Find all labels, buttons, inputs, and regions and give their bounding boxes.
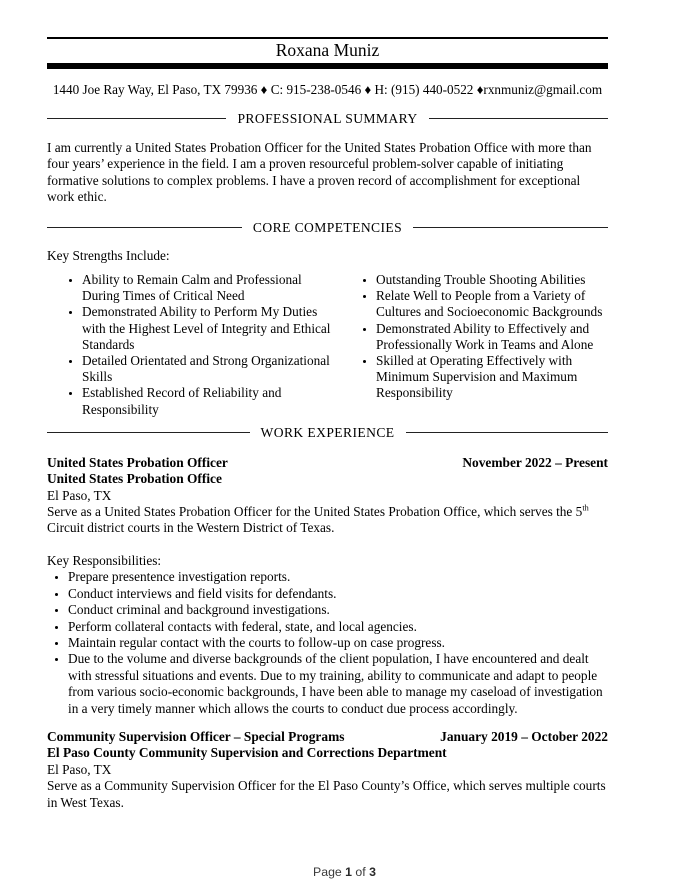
list-item: • Detailed Orientated and Strong Organizational Skills <box>82 353 342 385</box>
list-item: • Conduct criminal and background investigations. <box>68 602 608 618</box>
job-employer: El Paso County Community Supervision and Corrections Department <box>47 745 447 761</box>
job-title: United States Probation Officer <box>47 454 228 470</box>
job-description: Serve as a Community Supervision Officer for the El Paso County’s Office, which serves multiple courts in West Texas. <box>47 778 606 810</box>
competencies-right-list <box>356 272 608 418</box>
of-label: of <box>352 865 370 879</box>
list-item: • Ability to Remain Calm and Professional During Times of Critical Need <box>82 272 342 304</box>
job-description <box>47 504 608 537</box>
ordinal-superscript: th <box>582 503 589 513</box>
section-title: WORK EXPERIENCE <box>260 424 395 440</box>
responsibilities-list <box>47 569 608 717</box>
page-label: Page <box>313 865 346 879</box>
resume-page <box>0 37 689 894</box>
section-rule-right <box>406 432 609 433</box>
competencies-left-list <box>47 272 356 418</box>
list-item: • Conduct interviews and field visits for defendants. <box>68 586 608 602</box>
list-item: • Maintain regular contact with the courts to follow-up on case progress. <box>68 635 608 651</box>
job-employer: United States Probation Office <box>47 471 222 487</box>
section-rule-left <box>47 432 250 433</box>
page-number-footer <box>0 865 689 880</box>
section-rule-left <box>47 227 242 228</box>
list-item: • Prepare presentence investigation reports. <box>68 569 608 585</box>
job-title-row <box>47 729 608 745</box>
section-rule-right <box>429 118 608 119</box>
list-item: • Skilled at Operating Effectively with Minimum Supervision and Maximum Responsibility <box>376 353 608 402</box>
section-header-work-experience <box>47 424 608 441</box>
section-header-core-competencies <box>47 219 608 236</box>
section-title: CORE COMPETENCIES <box>252 219 403 235</box>
list-item: • Demonstrated Ability to Perform My Duties with the Highest Level of Integrity and Ethical Standards <box>82 304 342 353</box>
section-rule-right <box>413 227 608 228</box>
header-divider-bar <box>47 63 608 69</box>
job-title: Community Supervision Officer – Special Programs <box>47 728 345 744</box>
job-location: El Paso, TX <box>47 761 112 777</box>
job-dates: January 2019 – October 2022 <box>440 728 608 744</box>
job-entry <box>47 455 608 717</box>
key-strengths-label: Key Strengths Include: <box>47 247 170 263</box>
responsibilities-label: Key Responsibilities: <box>47 552 162 568</box>
job-entry <box>47 729 608 811</box>
section-header-professional-summary <box>47 110 608 127</box>
list-item: • Perform collateral contacts with federal, state, and local agencies. <box>68 619 608 635</box>
job-description-text: Circuit district courts in the Western District of Texas. <box>47 520 335 536</box>
page-title: Roxana Muniz <box>275 40 380 60</box>
total-page-count: 3 <box>369 865 376 879</box>
current-page-number: 1 <box>345 865 353 879</box>
professional-summary-text: I am currently a United States Probation Officer for the United States Probation Office with more than four years’ experience in the field. I am a proven resourceful problem-solver capable of initiating formative solutions to complex problems. I have a proven record of accomplishment for exceptional work ethic. <box>47 140 592 205</box>
job-description-text: Serve as a United States Probation Officer for the United States Probation Office, which serves the 5 <box>47 504 583 520</box>
job-title-row <box>47 455 608 471</box>
list-item: • Demonstrated Ability to Effectively and Professionally Work in Teams and Alone <box>376 321 608 353</box>
list-item: • Relate Well to People from a Variety of Cultures and Socioeconomic Backgrounds <box>376 288 608 320</box>
list-item: • Outstanding Trouble Shooting Abilities <box>376 272 608 288</box>
competencies-columns <box>47 272 608 418</box>
list-item: • Due to the volume and diverse backgrounds of the client population, I have encountered and dealt with stressful situations and events. Due to my training, ability to communicate and adapt to people from various socio-economic backgrounds, I have been able to manage my caseload of investigation in a very timely manner which allows the courts to conduct due process accordingly. <box>68 651 608 717</box>
section-title: PROFESSIONAL SUMMARY <box>237 111 418 126</box>
job-dates: November 2022 – Present <box>462 454 608 470</box>
list-item: • Established Record of Reliability and Responsibility <box>82 385 342 417</box>
job-location: El Paso, TX <box>47 487 112 503</box>
section-rule-left <box>47 118 226 119</box>
contact-line: 1440 Joe Ray Way, El Paso, TX 79936 ♦ C: 915-238-0546 ♦ H: (915) 440-0522 ♦rxnmuniz@gmail.com <box>52 82 603 97</box>
